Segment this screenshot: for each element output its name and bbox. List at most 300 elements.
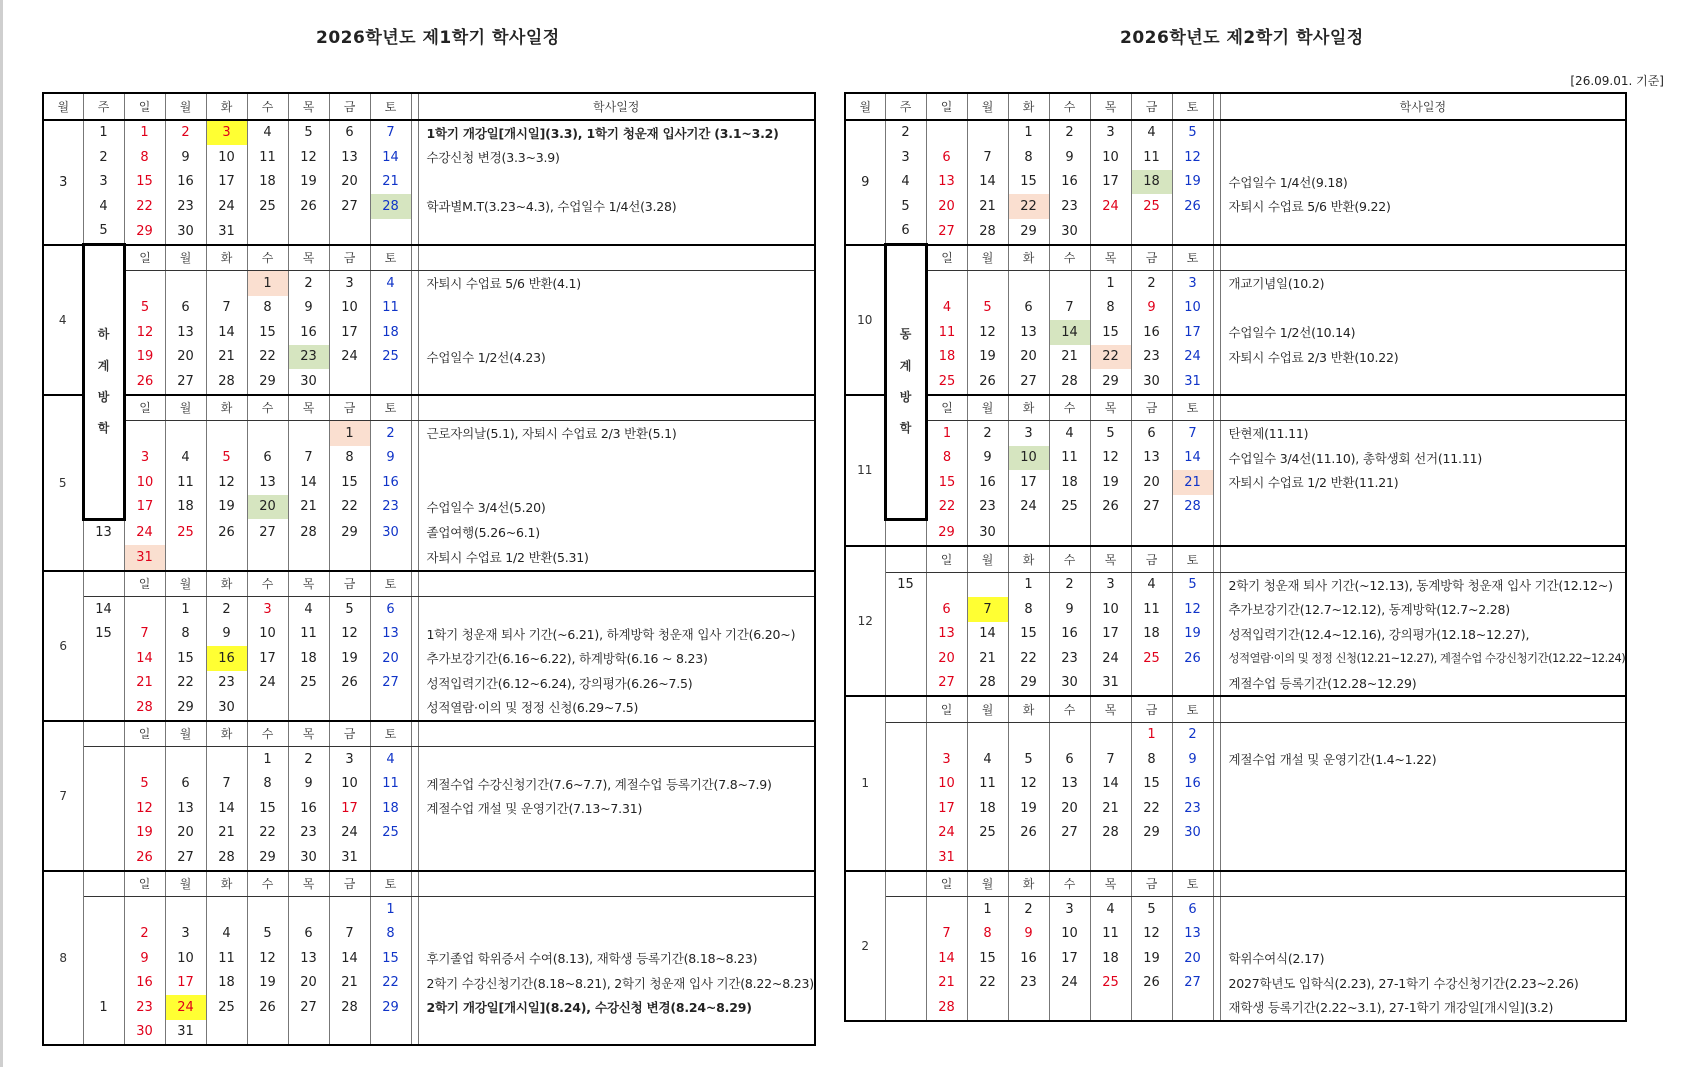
empty-day-cell xyxy=(967,120,1008,146)
day-cell: 6 xyxy=(1049,747,1090,772)
week-number: 2 xyxy=(885,120,926,146)
day-cell: 25 xyxy=(1131,194,1172,219)
week-number xyxy=(83,796,124,821)
day-cell: 2 xyxy=(288,747,329,772)
day-cell: 13 xyxy=(329,145,370,170)
day-header: 금 xyxy=(329,395,370,421)
day-cell: 12 xyxy=(329,622,370,647)
event-cell: 2027학년도 입학식(2.23), 27-1학기 수강신청기간(2.23~2.26) xyxy=(1220,971,1626,996)
left-border xyxy=(0,0,3,1067)
day-cell: 13 xyxy=(288,946,329,971)
column-gap xyxy=(411,194,418,219)
week-number xyxy=(83,571,124,597)
empty-day-cell xyxy=(1131,519,1172,546)
day-cell: 8 xyxy=(1131,747,1172,772)
column-gap xyxy=(1213,194,1220,219)
day-cell: 24 xyxy=(1008,495,1049,520)
day-cell: 3 xyxy=(329,747,370,772)
day-cell: 23 xyxy=(165,194,206,219)
column-gap xyxy=(411,671,418,696)
day-cell: 2 xyxy=(165,120,206,146)
event-cell xyxy=(1220,296,1626,321)
day-header: 월 xyxy=(967,245,1008,271)
day-cell: 1 xyxy=(370,897,411,922)
empty-day-cell xyxy=(1008,845,1049,871)
day-cell: 16 xyxy=(1131,320,1172,345)
column-gap xyxy=(1213,772,1220,797)
day-cell: 21 xyxy=(329,971,370,996)
day-cell: 12 xyxy=(1131,922,1172,947)
column-gap xyxy=(1213,995,1220,1021)
day-header: 월 xyxy=(165,721,206,747)
column-gap xyxy=(411,995,418,1020)
empty-day-cell xyxy=(288,1020,329,1046)
day-cell: 11 xyxy=(967,772,1008,797)
header-week: 주 xyxy=(83,93,124,120)
day-header: 화 xyxy=(1008,546,1049,572)
month-label: 11 xyxy=(845,395,885,547)
day-cell: 9 xyxy=(124,946,165,971)
event-cell xyxy=(418,245,815,271)
day-cell: 25 xyxy=(247,194,288,219)
empty-day-cell xyxy=(1131,995,1172,1021)
column-gap xyxy=(411,971,418,996)
empty-day-cell xyxy=(1172,845,1213,871)
day-cell: 27 xyxy=(1008,369,1049,395)
day-cell: 31 xyxy=(1090,671,1131,697)
month-label: 10 xyxy=(845,245,885,395)
event-cell xyxy=(418,470,815,495)
empty-day-cell xyxy=(247,545,288,571)
day-cell: 23 xyxy=(1131,345,1172,370)
day-header: 일 xyxy=(926,395,967,421)
week-number xyxy=(885,845,926,871)
empty-day-cell xyxy=(1049,845,1090,871)
day-cell: 8 xyxy=(124,145,165,170)
day-cell: 24 xyxy=(329,821,370,846)
day-cell: 11 xyxy=(288,622,329,647)
empty-day-cell xyxy=(1049,995,1090,1021)
day-cell: 21 xyxy=(1172,470,1213,495)
day-cell: 21 xyxy=(967,194,1008,219)
empty-day-cell xyxy=(370,695,411,721)
day-cell: 17 xyxy=(329,796,370,821)
header-day: 월 xyxy=(967,93,1008,120)
day-cell: 20 xyxy=(1131,470,1172,495)
day-cell: 25 xyxy=(1090,971,1131,996)
day-cell: 22 xyxy=(124,194,165,219)
week-number xyxy=(885,897,926,922)
day-cell: 12 xyxy=(247,946,288,971)
day-cell: 24 xyxy=(1172,345,1213,370)
day-cell: 2 xyxy=(1172,722,1213,747)
day-cell: 7 xyxy=(926,922,967,947)
day-cell: 18 xyxy=(1049,470,1090,495)
day-cell: 8 xyxy=(329,446,370,471)
day-header: 목 xyxy=(1090,546,1131,572)
column-gap xyxy=(411,821,418,846)
week-number xyxy=(83,772,124,797)
day-cell: 16 xyxy=(1049,170,1090,195)
column-gap xyxy=(1213,796,1220,821)
header-day: 화 xyxy=(206,93,247,120)
week-number: 1 xyxy=(83,995,124,1020)
day-cell: 17 xyxy=(329,320,370,345)
day-cell: 26 xyxy=(124,369,165,395)
day-cell: 20 xyxy=(1172,946,1213,971)
event-cell xyxy=(1220,245,1626,271)
day-cell: 29 xyxy=(247,369,288,395)
day-header: 수 xyxy=(247,571,288,597)
day-cell: 17 xyxy=(124,495,165,520)
week-number xyxy=(83,871,124,897)
sem1-table xyxy=(42,92,816,1046)
day-cell: 19 xyxy=(206,495,247,520)
column-gap xyxy=(411,946,418,971)
column-gap xyxy=(1213,120,1220,146)
day-cell: 20 xyxy=(926,194,967,219)
day-cell: 19 xyxy=(124,345,165,370)
day-cell: 14 xyxy=(967,170,1008,195)
event-cell: 1학기 개강일[개시일](3.3), 1학기 청운재 입사기간 (3.1~3.2) xyxy=(418,120,815,146)
day-cell: 21 xyxy=(124,671,165,696)
column-gap xyxy=(411,772,418,797)
empty-day-cell xyxy=(206,897,247,922)
day-header: 월 xyxy=(165,571,206,597)
day-cell: 15 xyxy=(1131,772,1172,797)
day-header: 일 xyxy=(124,245,165,271)
day-cell: 28 xyxy=(206,845,247,871)
event-cell: 계절수업 개설 및 운영기간(1.4~1.22) xyxy=(1220,747,1626,772)
event-cell: 수업일수 1/2선(4.23) xyxy=(418,345,815,370)
day-header: 목 xyxy=(1090,696,1131,722)
day-header: 목 xyxy=(288,571,329,597)
day-cell: 21 xyxy=(206,345,247,370)
day-cell: 8 xyxy=(1008,145,1049,170)
day-cell: 10 xyxy=(124,470,165,495)
column-gap xyxy=(411,695,418,721)
header-day: 목 xyxy=(288,93,329,120)
day-cell: 24 xyxy=(329,345,370,370)
day-cell: 27 xyxy=(329,194,370,219)
day-cell: 15 xyxy=(967,946,1008,971)
empty-day-cell xyxy=(329,897,370,922)
week-number: 1 xyxy=(83,120,124,146)
day-cell: 19 xyxy=(1172,170,1213,195)
day-header: 화 xyxy=(1008,871,1049,897)
event-cell: 탄현제(11.11) xyxy=(1220,421,1626,446)
day-cell: 11 xyxy=(1049,446,1090,471)
day-cell: 28 xyxy=(967,671,1008,697)
day-cell: 7 xyxy=(124,622,165,647)
day-header: 일 xyxy=(124,395,165,421)
day-cell: 29 xyxy=(1008,219,1049,245)
day-cell: 30 xyxy=(206,695,247,721)
day-cell: 21 xyxy=(1049,345,1090,370)
day-cell: 8 xyxy=(247,296,288,321)
empty-day-cell xyxy=(1090,995,1131,1021)
day-cell: 14 xyxy=(967,622,1008,647)
day-cell: 1 xyxy=(967,897,1008,922)
day-cell: 19 xyxy=(967,345,1008,370)
day-cell: 30 xyxy=(1049,671,1090,697)
empty-day-cell xyxy=(206,747,247,772)
day-cell: 26 xyxy=(247,995,288,1020)
empty-day-cell xyxy=(124,421,165,446)
day-cell: 31 xyxy=(165,1020,206,1046)
empty-day-cell xyxy=(1008,995,1049,1021)
day-header: 일 xyxy=(926,696,967,722)
day-cell: 18 xyxy=(967,796,1008,821)
empty-day-cell xyxy=(206,1020,247,1046)
day-cell: 4 xyxy=(370,271,411,296)
day-cell: 28 xyxy=(967,219,1008,245)
day-header: 일 xyxy=(124,571,165,597)
day-cell: 19 xyxy=(329,646,370,671)
day-cell: 12 xyxy=(1008,772,1049,797)
basis-date: [26.09.01. 기준] xyxy=(1570,74,1664,88)
empty-day-cell xyxy=(288,421,329,446)
day-cell: 29 xyxy=(124,219,165,245)
day-cell: 17 xyxy=(1172,320,1213,345)
column-gap xyxy=(411,721,418,747)
empty-day-cell xyxy=(247,1020,288,1046)
empty-day-cell xyxy=(329,369,370,395)
day-cell: 22 xyxy=(247,345,288,370)
day-cell: 13 xyxy=(1172,922,1213,947)
empty-day-cell xyxy=(1049,722,1090,747)
day-cell: 25 xyxy=(288,671,329,696)
day-cell: 17 xyxy=(1090,622,1131,647)
event-cell xyxy=(1220,722,1626,747)
week-number xyxy=(83,971,124,996)
day-cell: 1 xyxy=(1008,572,1049,597)
day-header: 일 xyxy=(124,871,165,897)
day-cell: 3 xyxy=(206,120,247,146)
day-cell: 3 xyxy=(1090,572,1131,597)
day-cell: 1 xyxy=(247,271,288,296)
day-header: 일 xyxy=(124,721,165,747)
day-cell: 9 xyxy=(967,446,1008,471)
column-gap xyxy=(411,871,418,897)
week-number: 14 xyxy=(83,597,124,622)
empty-day-cell xyxy=(206,271,247,296)
day-header: 금 xyxy=(329,245,370,271)
day-cell: 24 xyxy=(247,671,288,696)
event-cell xyxy=(1220,519,1626,546)
week-number xyxy=(83,897,124,922)
sem2-title: 2026학년도 제2학기 학사일정 xyxy=(1120,28,1364,48)
day-cell: 7 xyxy=(1049,296,1090,321)
month-label: 2 xyxy=(845,871,885,1021)
day-cell: 6 xyxy=(926,145,967,170)
day-cell: 10 xyxy=(1172,296,1213,321)
day-cell: 14 xyxy=(288,470,329,495)
column-gap xyxy=(1213,296,1220,321)
day-cell: 3 xyxy=(926,747,967,772)
day-cell: 5 xyxy=(329,597,370,622)
event-cell xyxy=(1220,546,1626,572)
header-day: 금 xyxy=(329,93,370,120)
week-number xyxy=(885,796,926,821)
day-cell: 11 xyxy=(1131,145,1172,170)
day-cell: 28 xyxy=(1049,369,1090,395)
empty-day-cell xyxy=(288,695,329,721)
event-cell: 재학생 등록기간(2.22~3.1), 27-1학기 개강일[개시일](3.2) xyxy=(1220,995,1626,1021)
day-cell: 13 xyxy=(370,622,411,647)
day-cell: 15 xyxy=(124,170,165,195)
empty-day-cell xyxy=(165,421,206,446)
day-cell: 8 xyxy=(1090,296,1131,321)
day-cell: 3 xyxy=(165,922,206,947)
week-number xyxy=(885,722,926,747)
day-cell: 30 xyxy=(124,1020,165,1046)
column-gap xyxy=(1213,219,1220,245)
day-cell: 14 xyxy=(206,796,247,821)
day-cell: 3 xyxy=(1172,271,1213,296)
empty-day-cell xyxy=(967,722,1008,747)
empty-day-cell xyxy=(124,747,165,772)
day-cell: 18 xyxy=(370,796,411,821)
day-cell: 2 xyxy=(124,922,165,947)
empty-day-cell xyxy=(1090,219,1131,245)
day-cell: 31 xyxy=(1172,369,1213,395)
day-cell: 7 xyxy=(967,145,1008,170)
day-cell: 3 xyxy=(1008,421,1049,446)
event-cell: 자퇴시 수업료 1/2 반환(5.31) xyxy=(418,545,815,571)
day-cell: 24 xyxy=(926,821,967,846)
day-cell: 10 xyxy=(1090,145,1131,170)
day-header: 토 xyxy=(1172,696,1213,722)
day-header: 월 xyxy=(967,696,1008,722)
column-gap xyxy=(1213,446,1220,471)
day-cell: 17 xyxy=(165,971,206,996)
day-cell: 11 xyxy=(1131,597,1172,622)
column-gap xyxy=(1213,320,1220,345)
day-cell: 27 xyxy=(247,519,288,545)
column-gap xyxy=(1213,93,1220,120)
day-cell: 26 xyxy=(1008,821,1049,846)
day-cell: 14 xyxy=(370,145,411,170)
column-gap xyxy=(411,145,418,170)
day-cell: 29 xyxy=(329,519,370,545)
day-cell: 6 xyxy=(165,296,206,321)
day-cell: 22 xyxy=(165,671,206,696)
day-header: 금 xyxy=(1131,871,1172,897)
day-cell: 10 xyxy=(247,622,288,647)
day-cell: 13 xyxy=(1049,772,1090,797)
day-cell: 20 xyxy=(1008,345,1049,370)
day-cell: 8 xyxy=(1008,597,1049,622)
day-cell: 27 xyxy=(370,671,411,696)
day-header: 화 xyxy=(1008,395,1049,421)
column-gap xyxy=(411,320,418,345)
day-cell: 13 xyxy=(926,622,967,647)
day-cell: 7 xyxy=(329,922,370,947)
day-cell: 18 xyxy=(370,320,411,345)
day-cell: 22 xyxy=(370,971,411,996)
sem1-calendar xyxy=(42,92,816,1046)
day-header: 수 xyxy=(247,721,288,747)
empty-day-cell xyxy=(1172,519,1213,546)
column-gap xyxy=(1213,671,1220,697)
day-cell: 26 xyxy=(288,194,329,219)
day-cell: 20 xyxy=(165,345,206,370)
day-header: 금 xyxy=(1131,546,1172,572)
day-header: 수 xyxy=(1049,546,1090,572)
day-cell: 22 xyxy=(1008,646,1049,671)
day-header: 목 xyxy=(1090,871,1131,897)
day-cell: 27 xyxy=(926,671,967,697)
day-cell: 17 xyxy=(206,170,247,195)
column-gap xyxy=(411,845,418,871)
day-cell: 7 xyxy=(206,296,247,321)
day-cell: 29 xyxy=(247,845,288,871)
column-gap xyxy=(1213,622,1220,647)
column-gap xyxy=(411,120,418,146)
empty-day-cell xyxy=(288,545,329,571)
day-cell: 20 xyxy=(1049,796,1090,821)
day-cell: 1 xyxy=(124,120,165,146)
day-cell: 13 xyxy=(926,170,967,195)
day-cell: 29 xyxy=(1008,671,1049,697)
day-cell: 27 xyxy=(165,845,206,871)
empty-day-cell xyxy=(206,421,247,446)
week-number xyxy=(885,772,926,797)
column-gap xyxy=(1213,546,1220,572)
day-cell: 6 xyxy=(370,597,411,622)
day-cell: 18 xyxy=(247,170,288,195)
event-cell: 자퇴시 수업료 1/2 반환(11.21) xyxy=(1220,470,1626,495)
day-cell: 10 xyxy=(1090,597,1131,622)
week-number xyxy=(885,922,926,947)
week-number: 5 xyxy=(885,194,926,219)
week-number xyxy=(83,922,124,947)
day-cell: 24 xyxy=(1090,194,1131,219)
event-cell xyxy=(418,1020,815,1046)
day-cell: 26 xyxy=(206,519,247,545)
day-cell: 18 xyxy=(288,646,329,671)
day-cell: 5 xyxy=(124,772,165,797)
day-cell: 23 xyxy=(967,495,1008,520)
day-header: 일 xyxy=(926,871,967,897)
day-cell: 16 xyxy=(1172,772,1213,797)
day-cell: 12 xyxy=(967,320,1008,345)
day-cell: 5 xyxy=(1172,120,1213,146)
column-gap xyxy=(411,545,418,571)
day-cell: 31 xyxy=(206,219,247,245)
day-cell: 5 xyxy=(1008,747,1049,772)
week-number xyxy=(885,671,926,697)
day-cell: 18 xyxy=(1090,946,1131,971)
day-header: 목 xyxy=(288,721,329,747)
day-cell: 26 xyxy=(1090,495,1131,520)
day-cell: 2 xyxy=(1049,120,1090,146)
column-gap xyxy=(411,519,418,545)
day-cell: 15 xyxy=(329,470,370,495)
header-events: 학사일정 xyxy=(1220,93,1626,120)
day-cell: 2 xyxy=(1049,572,1090,597)
day-header: 수 xyxy=(247,871,288,897)
event-cell xyxy=(1220,120,1626,146)
day-cell: 22 xyxy=(247,821,288,846)
empty-day-cell xyxy=(288,219,329,245)
day-cell: 5 xyxy=(1090,421,1131,446)
event-cell xyxy=(418,446,815,471)
day-cell: 26 xyxy=(1131,971,1172,996)
day-cell: 26 xyxy=(1172,646,1213,671)
event-cell xyxy=(418,871,815,897)
